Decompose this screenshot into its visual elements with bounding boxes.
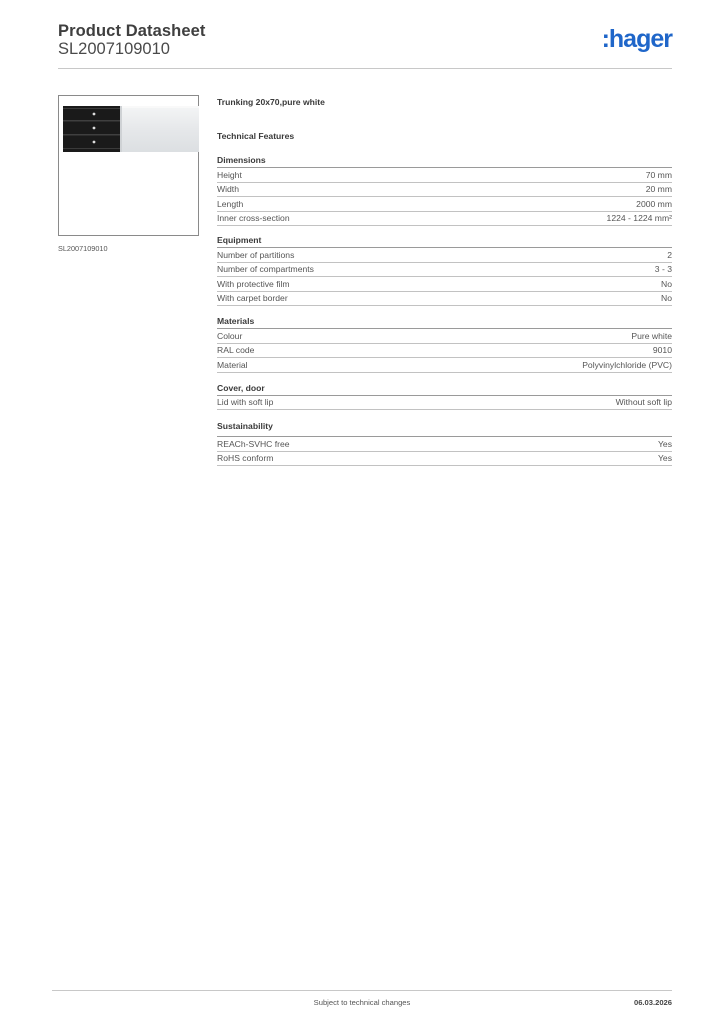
footer-divider — [52, 990, 672, 991]
spec-value: 9010 — [652, 345, 672, 355]
spec-label: Height — [217, 169, 242, 180]
trunking-product-image — [63, 106, 199, 152]
section-title: Sustainability — [217, 421, 672, 437]
spec-label: With protective film — [217, 278, 290, 289]
section-title: Dimensions — [217, 155, 672, 168]
section-title: Equipment — [217, 235, 672, 248]
section-equipment — [217, 235, 672, 306]
header-divider — [58, 68, 672, 69]
spec-row — [217, 329, 672, 344]
spec-value: Without soft lip — [615, 397, 672, 407]
spec-value: Polyvinylchloride (PVC) — [582, 359, 672, 370]
page-title: Product Datasheet — [58, 22, 206, 40]
spec-row — [217, 358, 672, 373]
section-sustainability — [217, 421, 672, 466]
spec-label: Number of compartments — [217, 264, 314, 274]
spec-value: Pure white — [631, 330, 672, 341]
hager-logo — [602, 27, 672, 52]
technical-features-heading: Technical Features — [217, 131, 295, 141]
logo-dots-icon: : — [601, 25, 608, 53]
footer-note: Subject to technical changes — [313, 998, 411, 1007]
spec-row — [217, 292, 672, 307]
spec-value: 1224 - 1224 mm² — [606, 213, 672, 223]
spec-value: Yes — [657, 438, 672, 449]
spec-row — [217, 197, 672, 212]
spec-value: 70 mm — [645, 169, 672, 180]
section-dimensions — [217, 155, 672, 226]
spec-value: 20 mm — [645, 184, 672, 194]
product-name: Trunking 20x70,pure white — [217, 97, 325, 107]
spec-row — [217, 437, 672, 452]
spec-row — [217, 168, 672, 183]
spec-label: Colour — [217, 330, 243, 341]
product-image-frame — [58, 95, 199, 236]
logo-text: hager — [608, 25, 672, 53]
section-materials — [217, 316, 672, 373]
section-title: Cover, door — [217, 383, 672, 396]
image-caption: SL2007109010 — [58, 244, 108, 253]
spec-row — [217, 344, 672, 359]
footer-date: 06.03.2026 — [633, 998, 672, 1007]
spec-label: Lid with soft lip — [217, 397, 274, 407]
spec-value: 2 — [667, 249, 672, 260]
spec-label: Number of partitions — [217, 249, 295, 260]
product-code: SL2007109010 — [58, 40, 170, 58]
spec-label: Length — [217, 198, 244, 209]
section-title: Materials — [217, 316, 672, 329]
spec-row — [217, 183, 672, 198]
section-cover-door — [217, 383, 672, 411]
spec-label: With carpet border — [217, 293, 288, 303]
spec-label: Inner cross-section — [217, 213, 290, 223]
spec-row — [217, 212, 672, 227]
spec-value: 2000 mm — [636, 198, 672, 209]
spec-value: No — [661, 293, 672, 303]
spec-label: Material — [217, 359, 248, 370]
technical-content — [217, 96, 672, 466]
spec-label: RAL code — [217, 345, 255, 355]
spec-row — [217, 263, 672, 278]
spec-row — [217, 248, 672, 263]
spec-row — [217, 277, 672, 292]
spec-row — [217, 452, 672, 467]
spec-value: Yes — [657, 453, 672, 463]
spec-label: REACh-SVHC free — [217, 438, 290, 449]
spec-label: RoHS conform — [217, 453, 274, 463]
spec-label: Width — [217, 184, 239, 194]
spec-row — [217, 396, 672, 411]
spec-value: No — [661, 278, 672, 289]
spec-value: 3 - 3 — [654, 264, 672, 274]
